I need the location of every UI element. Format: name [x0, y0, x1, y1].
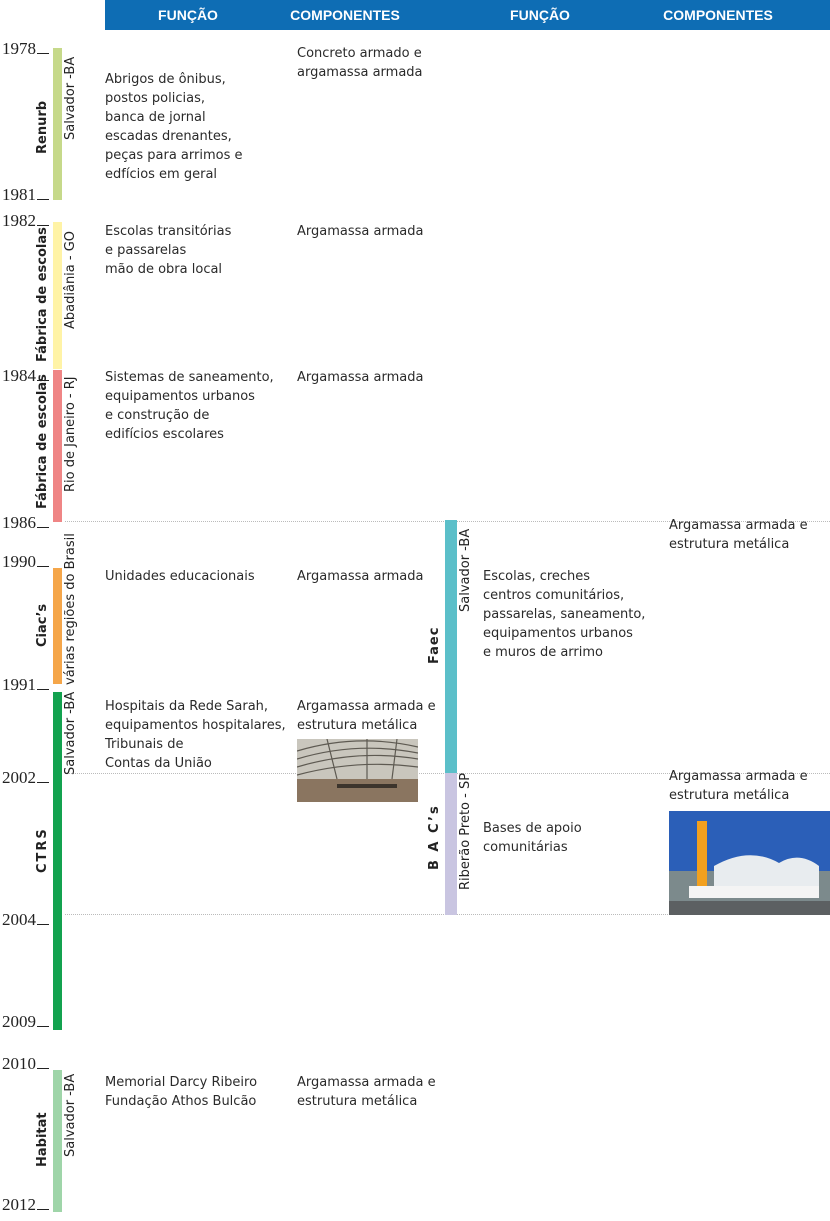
- project-name: CTRS: [35, 827, 50, 873]
- project-name: B A C’s: [427, 804, 442, 870]
- project-name: Fábrica de escolas: [35, 374, 50, 510]
- funcao-text: Escolas, creches centros comunitários, passarelas, saneamento, equipamentos urbanos e muros de arrimo: [483, 569, 646, 660]
- funcao-text: Escolas transitórias e passarelas mão de obra local: [105, 224, 232, 277]
- componentes-text: Concreto armado e argamassa armada: [297, 46, 423, 80]
- header-componentes-2: COMPONENTES: [663, 7, 773, 23]
- year-label: 2004: [2, 911, 49, 928]
- funcao-text: Hospitais da Rede Sarah, equipamentos hospitalares, Tribunais de Contas da União: [105, 699, 286, 771]
- componentes-text: Argamassa armada: [297, 569, 424, 584]
- project-location: Salvador -BA: [458, 528, 473, 612]
- funcao-text: Memorial Darcy Ribeiro Fundação Athos Bulcão: [105, 1075, 258, 1109]
- year-label: 1982: [2, 212, 49, 229]
- header-funcao-2: FUNÇÃO: [510, 7, 570, 23]
- year-label: 2009: [2, 1013, 49, 1030]
- year-label: 2012: [2, 1196, 49, 1213]
- ctrs-hall-photo: [297, 739, 418, 802]
- year-label: 2010: [2, 1055, 49, 1072]
- year-label: 2002: [2, 769, 49, 786]
- componentes-text: Argamassa armada e estrutura metálica: [669, 518, 808, 552]
- project-location: Salvador -BA: [63, 691, 78, 775]
- componentes-text: Argamassa armada e estrutura metálica: [669, 769, 808, 803]
- year-label: 1991: [2, 676, 49, 693]
- timeline-bar-ctrs: [53, 692, 62, 1030]
- componentes-text: Argamassa armada e estrutura metálica: [297, 1075, 436, 1109]
- funcao-text: Abrigos de ônibus, postos policias, banca de jornal escadas drenantes, peças para arrimos e edfícios em geral: [105, 72, 243, 182]
- year-label: 1984: [2, 367, 49, 384]
- timeline-bar-fabrica-rj: [53, 370, 62, 522]
- componentes-text: Argamassa armada: [297, 370, 424, 385]
- header-bar: [105, 0, 830, 30]
- componentes-text: Argamassa armada e estrutura metálica: [297, 699, 436, 733]
- project-location: várias regiões do Brasil: [63, 533, 78, 685]
- project-location: Rio de Janeiro - RJ: [63, 376, 78, 492]
- timeline-bar-renurb: [53, 48, 62, 200]
- funcao-text: Sistemas de saneamento, equipamentos urbanos e construção de edifícios escolares: [105, 370, 274, 442]
- bacs-building-photo: [669, 811, 830, 915]
- header-componentes-1: COMPONENTES: [290, 7, 400, 23]
- timeline-bar-faec: [445, 520, 457, 773]
- year-label: 1990: [2, 553, 49, 570]
- componentes-text: Argamassa armada: [297, 224, 424, 239]
- year-label: 1986: [2, 514, 49, 531]
- funcao-text: Bases de apoio comunitárias: [483, 821, 582, 855]
- timeline-bar-habitat: [53, 1070, 62, 1212]
- project-name: Ciac’s: [35, 603, 50, 647]
- project-location: Abadiânia - GO: [63, 230, 78, 329]
- timeline-bar-ciacs: [53, 568, 62, 684]
- project-name: Fábrica de escolas: [35, 227, 50, 363]
- project-name: Renurb: [35, 100, 50, 155]
- project-location: Salvador -BA: [63, 1073, 78, 1157]
- funcao-text: Unidades educacionais: [105, 569, 255, 584]
- header-funcao-1: FUNÇÃO: [158, 7, 218, 23]
- timeline-bar-bacs: [445, 773, 457, 915]
- project-name: Faec: [427, 626, 442, 664]
- year-label: 1978: [2, 40, 49, 57]
- year-label: 1981: [2, 186, 49, 203]
- project-location: Riberão Preto - SP: [458, 772, 473, 890]
- project-name: Habitat: [35, 1112, 50, 1168]
- timeline-bar-fabrica-go: [53, 222, 62, 369]
- project-location: Salvador -BA: [63, 56, 78, 140]
